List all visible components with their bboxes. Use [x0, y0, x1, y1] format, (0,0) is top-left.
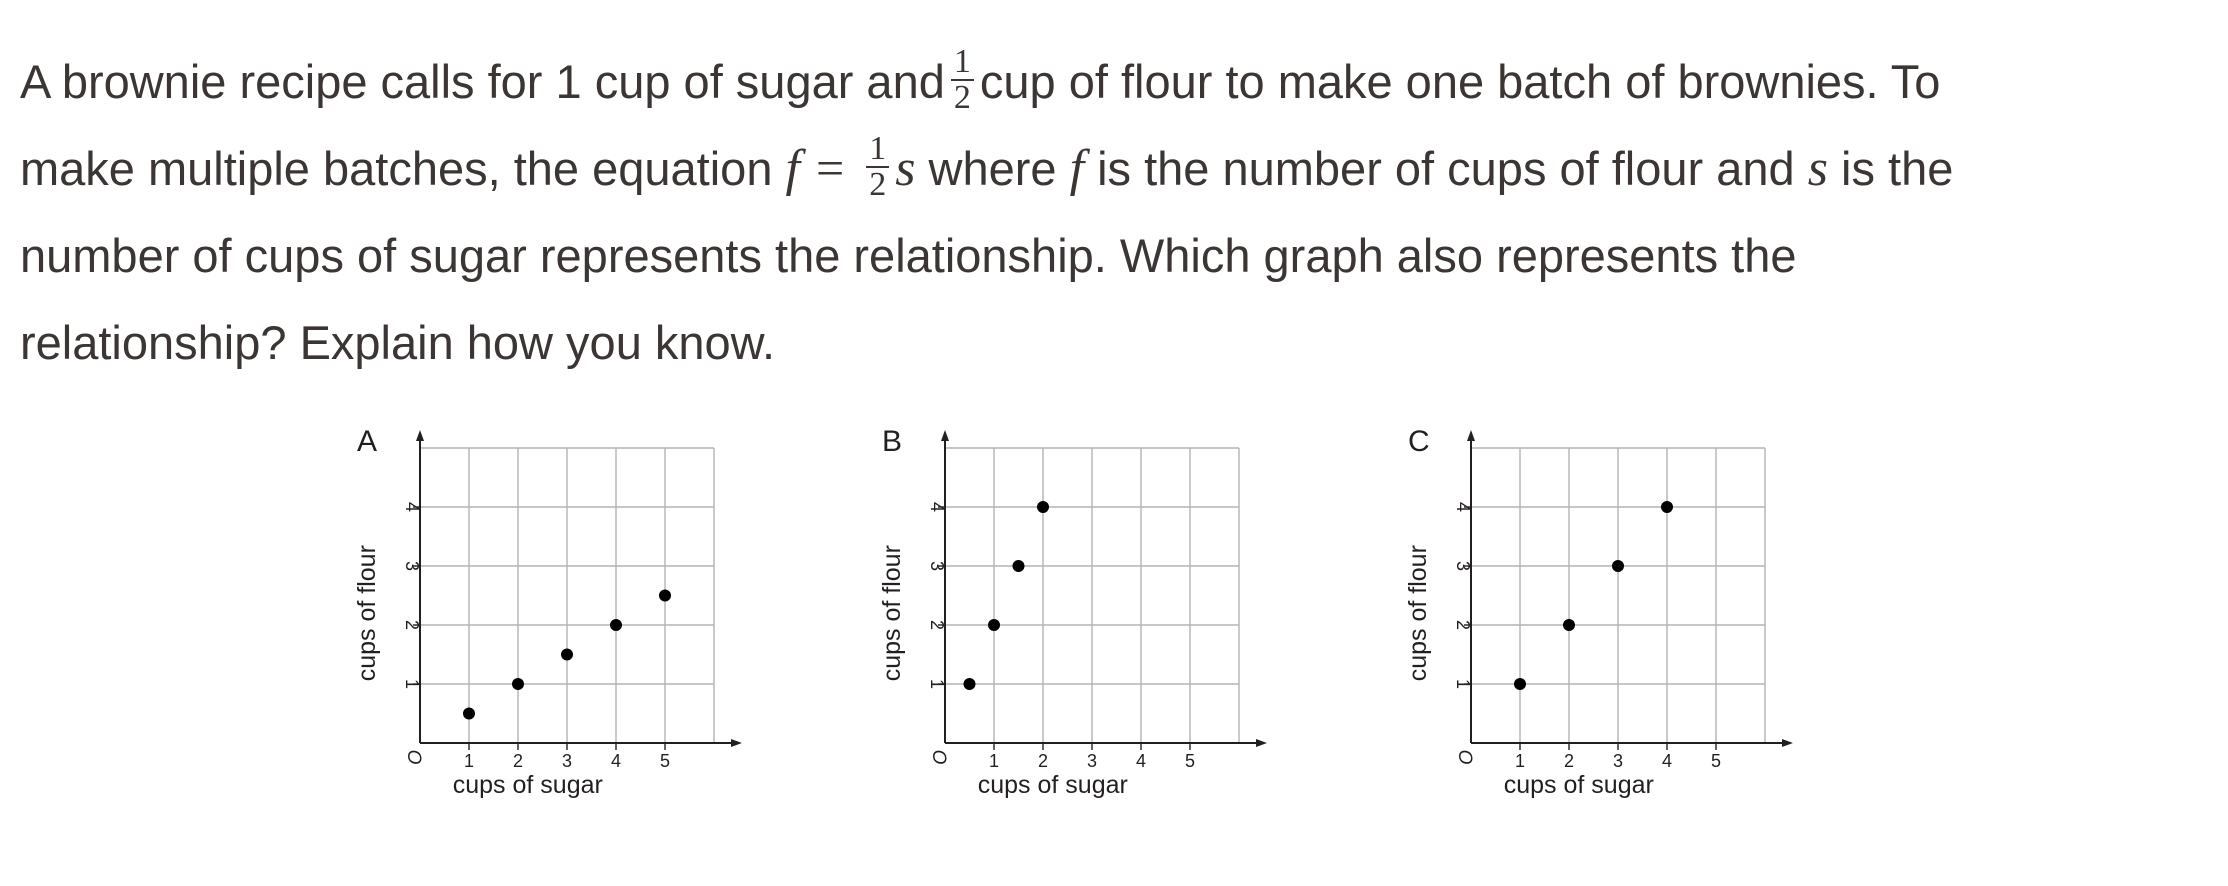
graph-b-svg [870, 415, 1430, 815]
y-tick-label: 2 [927, 619, 947, 631]
x-tick-label: 5 [1184, 751, 1196, 771]
graph-a [345, 415, 905, 815]
y-axis-arrow [416, 430, 424, 441]
fraction-denominator: 2 [953, 78, 971, 116]
x-axis-arrow [1256, 739, 1267, 747]
question-line-1 [20, 38, 2200, 125]
y-tick-label: 4 [402, 501, 422, 513]
y-tick-label: 4 [1453, 501, 1473, 513]
question-line-4: relationship? Explain how you know. [20, 316, 776, 369]
x-tick-label: 5 [659, 751, 671, 771]
question-text-segment: cup of flour to make one batch of brownies. To [979, 55, 1941, 108]
graph-c-svg [1396, 415, 1956, 815]
y-tick-label: 1 [927, 678, 947, 690]
x-tick-label: 1 [463, 751, 475, 771]
fraction-one-half [951, 42, 974, 116]
origin-label: O [403, 749, 424, 765]
x-tick-label: 2 [512, 751, 524, 771]
graph-a-svg [345, 415, 905, 815]
fraction-numerator: 1 [951, 45, 974, 81]
y-tick-label: 1 [1453, 678, 1473, 690]
y-axis-arrow [1467, 430, 1475, 441]
data-point [1013, 560, 1025, 572]
x-axis-arrow [731, 739, 742, 747]
y-tick-label: 4 [927, 501, 947, 513]
question-text-segment: where [928, 142, 1057, 195]
x-tick-label: 2 [1037, 751, 1049, 771]
question-text-segment: make multiple batches, the equation [20, 142, 773, 195]
x-axis-label: cups of sugar [1503, 771, 1654, 799]
fraction-denominator: 2 [869, 165, 887, 203]
y-axis-label: cups of flour [1404, 545, 1432, 682]
y-axis-label: cups of flour [353, 545, 381, 682]
y-tick-label: 3 [402, 560, 422, 572]
graph-b [870, 415, 1430, 815]
x-tick-label: 1 [988, 751, 1000, 771]
x-tick-label: 3 [1612, 751, 1624, 771]
data-point [610, 619, 622, 631]
question-text-segment: is the [1841, 142, 1954, 195]
x-axis-label: cups of sugar [977, 771, 1128, 799]
x-axis-label: cups of sugar [452, 771, 603, 799]
graph-title: C [1408, 425, 1430, 458]
x-tick-label: 2 [1563, 751, 1575, 771]
origin-label: O [1454, 749, 1475, 765]
fraction-numerator: 1 [866, 132, 889, 168]
data-point [1661, 501, 1673, 513]
y-tick-label: 3 [1453, 560, 1473, 572]
graph-title: A [357, 425, 378, 458]
data-point [1563, 619, 1575, 631]
data-point [988, 619, 1000, 631]
question-line-3: number of cups of sugar represents the relationship. Which graph also represents the [20, 229, 1797, 282]
fraction-one-half [866, 129, 889, 203]
x-axis-arrow [1782, 739, 1793, 747]
variable-s: s [1807, 140, 1828, 197]
y-axis-label: cups of flour [878, 545, 906, 682]
data-point [463, 708, 475, 720]
data-point [964, 678, 976, 690]
question-line-2 [20, 125, 2200, 212]
data-point [1612, 560, 1624, 572]
x-tick-label: 4 [1135, 751, 1147, 771]
y-tick-label: 3 [927, 560, 947, 572]
data-point [561, 649, 573, 661]
x-tick-label: 1 [1514, 751, 1526, 771]
data-point [1037, 501, 1049, 513]
x-tick-label: 5 [1710, 751, 1722, 771]
x-tick-label: 3 [1086, 751, 1098, 771]
y-tick-label: 1 [402, 678, 422, 690]
data-point [1514, 678, 1526, 690]
graph-title: B [882, 425, 903, 458]
data-point [659, 590, 671, 602]
equals-sign: = [815, 140, 845, 196]
x-tick-label: 3 [561, 751, 573, 771]
question-text-segment: A brownie recipe calls for 1 cup of sugar and [20, 55, 945, 108]
x-tick-label: 4 [610, 751, 622, 771]
variable-f: f [785, 140, 800, 197]
question-text [20, 38, 2200, 386]
question-text-segment: is the number of cups of flour and [1097, 142, 1795, 195]
data-point [512, 678, 524, 690]
origin-label: O [928, 749, 949, 765]
variable-f: f [1069, 140, 1085, 197]
y-tick-label: 2 [1453, 619, 1473, 631]
variable-s: s [895, 140, 916, 197]
graph-c [1396, 415, 1956, 815]
x-tick-label: 4 [1661, 751, 1673, 771]
y-tick-label: 2 [402, 619, 422, 631]
y-axis-arrow [941, 430, 949, 441]
